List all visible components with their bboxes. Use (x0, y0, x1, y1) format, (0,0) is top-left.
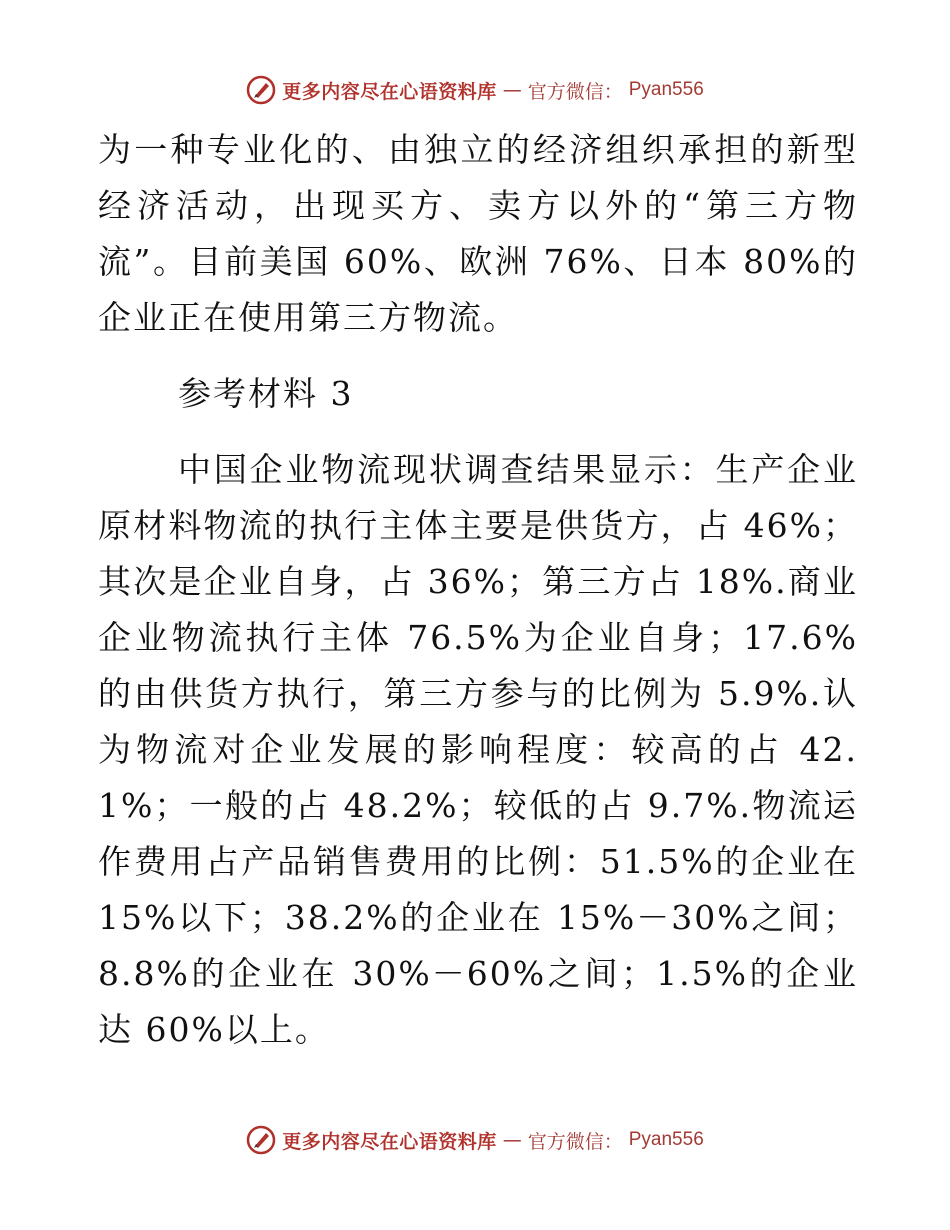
section-heading-reference-3: 参考材料 3 (178, 374, 354, 413)
brand-logo-icon (246, 75, 276, 105)
paragraph-survey-results: 中国企业物流现状调查结果显示：生产企业原材料物流的执行主体主要是供货方，占 46%；其次是企业自身，占 36%；第三方占 18%.商业企业物流执行主体 76.5%为企业自身；17.6%的由供货方执行，第三方参与的比例为 5.9%.认为物流对企业发展的影响程度：较高的占 42.1%；一般的占 48.2%；较低的占 9.7%.物流运作费用占产品销售费用的比例：51.5%的企业在 15%以下；38.2%的企业在 15%－30%之间；8.8%的企业在 30%－60%之间；1.5%的企业达 60%以上。 (98, 450, 858, 1049)
paragraph-third-party-logistics: 为一种专业化的、由独立的经济组织承担的新型经济活动，出现买方、卖方以外的“第三方物流”。目前美国 60%、欧洲 76%、日本 80%的企业正在使用第三方物流。 (98, 130, 858, 337)
watermark-main-text: 更多内容尽在心语资料库 (282, 80, 497, 103)
document-body (98, 122, 858, 1058)
brand-logo-icon (246, 1125, 276, 1155)
header-watermark (0, 70, 950, 110)
watermark-dash: — (502, 79, 522, 101)
watermark-main-text: 更多内容尽在心语资料库 (282, 1130, 497, 1153)
watermark-dash: — (502, 1129, 522, 1151)
footer-watermark (0, 1120, 950, 1160)
watermark-wechat-id: Pyan556 (628, 79, 704, 100)
watermark-sub-text: 官方微信： (527, 1130, 623, 1153)
watermark-sub-text: 官方微信： (527, 80, 623, 103)
watermark-wechat-id: Pyan556 (628, 1129, 704, 1150)
